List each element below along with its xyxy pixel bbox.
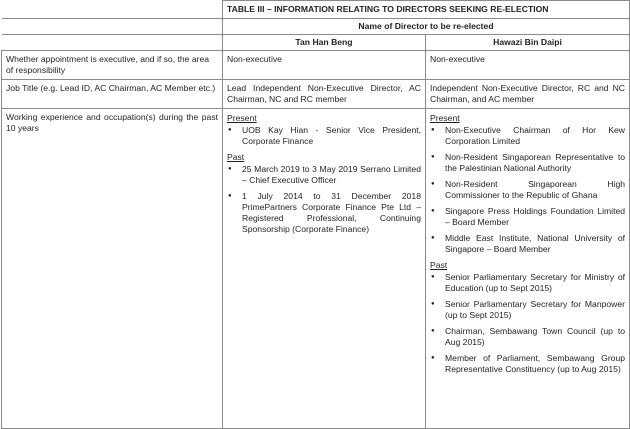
hawazi-past-list	[430, 272, 625, 375]
tan-past-list	[227, 164, 421, 235]
list-item: ● Non-Resident Singaporean High Commissioner to the Republic of Ghana	[430, 179, 625, 201]
group-header: Name of Director to be re-elected	[223, 19, 630, 35]
row-value-hawazi: Non-executive	[426, 51, 630, 80]
past-heading: Past	[430, 260, 448, 270]
corner-cell	[2, 35, 223, 51]
row-label: Working experience and occupation(s) during the past 10 years	[2, 109, 223, 429]
list-item: ● Singapore Press Holdings Foundation Limited – Board Member	[430, 206, 625, 228]
list-item: ● 25 March 2019 to 3 May 2019 Serrano Limited – Chief Executive Officer	[227, 164, 421, 186]
list-item: ● UOB Kay Hian - Senior Vice President, Corporate Finance	[227, 125, 421, 147]
row-value-tan: Lead Independent Non-Executive Director, AC Chairman, NC and RC member	[223, 80, 426, 109]
list-item: ● Non-Resident Singaporean Representative to the Palestinian National Authority	[430, 152, 625, 174]
experience-tan	[223, 109, 426, 429]
list-item: ● Non-Executive Chairman of Hor Kew Corporation Limited	[430, 125, 625, 147]
list-item: ● Member of Parliament, Sembawang Group Representative Constituency (up to Aug 2015)	[430, 353, 625, 375]
row-value-hawazi: Independent Non-Executive Director, RC and NC Chairman, and AC member	[426, 80, 630, 109]
corner-cell	[2, 1, 223, 19]
past-heading: Past	[227, 152, 245, 162]
group-header-row	[2, 19, 630, 35]
present-heading: Present	[227, 113, 257, 123]
row-value-tan: Non-executive	[223, 51, 426, 80]
director-name-tan: Tan Han Beng	[223, 35, 426, 51]
tan-present-list	[227, 125, 421, 147]
director-name-hawazi: Hawazi Bin Daipi	[426, 35, 630, 51]
row-label: Job Title (e.g. Lead ID, AC Chairman, AC Member etc.)	[2, 80, 223, 109]
table-title: TABLE III – INFORMATION RELATING TO DIRECTORS SEEKING RE-ELECTION	[223, 1, 630, 19]
experience-hawazi	[426, 109, 630, 429]
table-row	[2, 80, 630, 109]
list-item: ● Middle East Institute, National University of Singapore – Board Member	[430, 233, 625, 255]
table-row	[2, 51, 630, 80]
hawazi-present-list	[430, 125, 625, 255]
director-name-row	[2, 35, 630, 51]
present-heading: Present	[430, 113, 460, 123]
list-item: ● Senior Parliamentary Secretary for Manpower (up to Sept 2015)	[430, 299, 625, 321]
title-row	[2, 1, 630, 19]
experience-row	[2, 109, 630, 429]
corner-cell	[2, 19, 223, 35]
list-item: ● Chairman, Sembawang Town Council (up to Aug 2015)	[430, 326, 625, 348]
list-item: ● Senior Parliamentary Secretary for Ministry of Education (up to Sept 2015)	[430, 272, 625, 294]
row-label: Whether appointment is executive, and if so, the area of responsibility	[2, 51, 223, 80]
list-item: ● 1 July 2014 to 31 December 2018 PrimePartners Corporate Finance Pte Ltd – Registered Professional, Continuing Sponsorship (Corporate Finance)	[227, 191, 421, 235]
directors-table	[1, 0, 630, 429]
